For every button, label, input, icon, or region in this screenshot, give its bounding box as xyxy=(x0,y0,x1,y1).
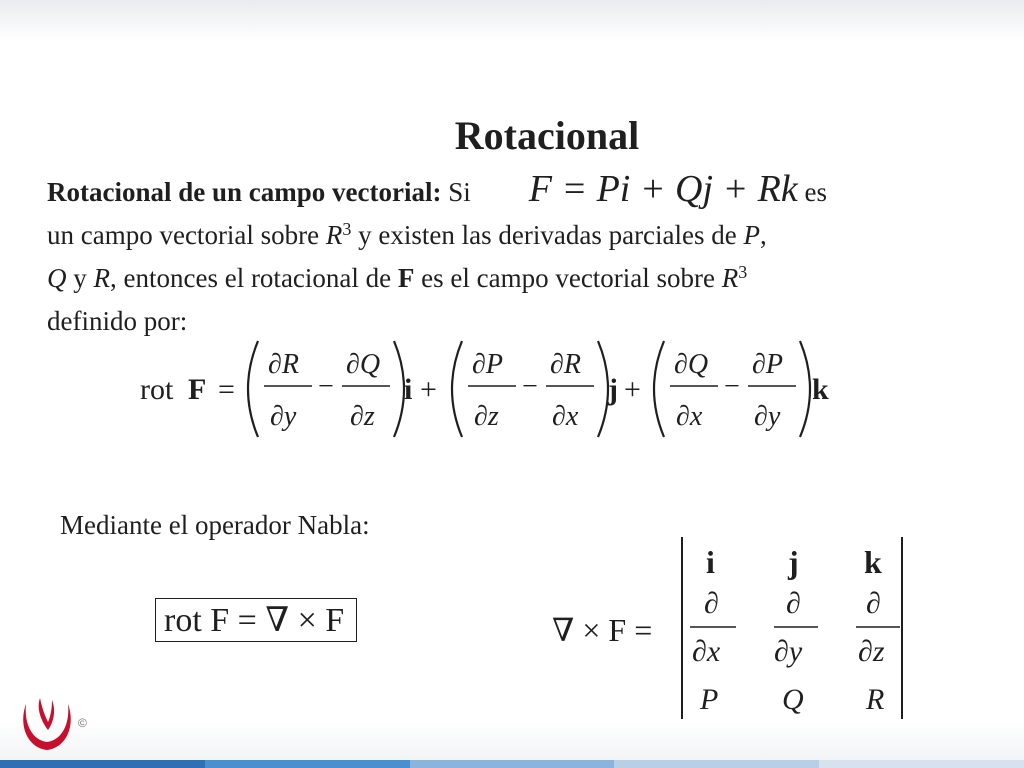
unit-k: k xyxy=(812,373,829,406)
num-2: ∂Q xyxy=(346,349,381,380)
bar-segment-2 xyxy=(205,760,410,768)
logo-flame xyxy=(39,698,54,730)
paren-right-3 xyxy=(800,341,810,437)
bottom-color-bar xyxy=(0,760,1024,768)
definition-line-4: definido por: xyxy=(47,306,188,336)
det-dz: ∂z xyxy=(858,635,885,668)
boxed-rot-formula: rot F = ∇ × F xyxy=(155,598,357,642)
det-R: R xyxy=(866,683,885,716)
den-6: ∂y xyxy=(754,401,781,432)
rot-formula xyxy=(140,333,840,445)
minus-1: − xyxy=(318,371,334,402)
definition-line-3: Q y R, entonces el rotacional de F es el campo vectorial sobre $R^3$ xyxy=(47,262,748,293)
si-word: Si xyxy=(441,177,471,207)
es-word: es xyxy=(797,177,827,207)
num-4: ∂R xyxy=(550,349,581,380)
minus-2: − xyxy=(522,371,538,402)
rot-F: F xyxy=(188,373,207,406)
paren-right-2 xyxy=(598,341,608,437)
num-6: ∂P xyxy=(752,349,783,380)
det-lhs: ∇ × F = xyxy=(552,612,653,648)
num-1: ∂R xyxy=(268,349,299,380)
plus-1: + xyxy=(420,373,437,406)
den-3: ∂z xyxy=(474,401,499,432)
rot-equals: = xyxy=(218,373,235,406)
det-k: k xyxy=(864,544,882,580)
num-3: ∂P xyxy=(472,349,503,380)
det-partial-3: ∂ xyxy=(866,587,881,620)
definition-heading: Rotacional de un campo vectorial: xyxy=(47,177,442,207)
nabla-determinant xyxy=(530,533,910,723)
bar-segment-4 xyxy=(614,760,819,768)
det-partial-1: ∂ xyxy=(704,587,719,620)
definition-line-2: un campo vectorial sobre $R^3$ y existen las derivadas parciales de P, xyxy=(47,219,767,250)
copyright-mark: © xyxy=(78,716,87,730)
den-4: ∂x xyxy=(552,401,579,432)
rot-text: rot xyxy=(140,373,174,406)
minus-3: − xyxy=(724,371,740,402)
den-2: ∂z xyxy=(350,401,375,432)
field-formula: F = Pi + Qj + Rk xyxy=(528,168,798,210)
plus-2: + xyxy=(624,373,641,406)
num-5: ∂Q xyxy=(674,349,709,380)
university-logo-icon xyxy=(18,690,76,756)
definition-paragraph xyxy=(47,168,982,343)
den-1: ∂y xyxy=(270,401,297,432)
bar-segment-5 xyxy=(819,760,1024,768)
det-dy: ∂y xyxy=(774,635,803,668)
det-j: j xyxy=(788,544,799,580)
bar-segment-3 xyxy=(410,760,615,768)
det-Q: Q xyxy=(782,683,804,716)
paren-left-2 xyxy=(452,341,462,437)
det-i: i xyxy=(706,544,715,580)
paren-right-1 xyxy=(394,341,404,437)
nabla-label: Mediante el operador Nabla: xyxy=(60,510,370,540)
unit-j: j xyxy=(608,373,618,406)
paren-left-1 xyxy=(248,341,258,437)
definition-line-1 xyxy=(47,168,982,214)
det-partial-2: ∂ xyxy=(786,587,801,620)
det-P: P xyxy=(700,683,719,716)
bar-segment-1 xyxy=(0,760,205,768)
unit-i: i xyxy=(404,373,413,406)
den-5: ∂x xyxy=(676,401,703,432)
det-dx: ∂x xyxy=(692,635,721,668)
paren-left-3 xyxy=(654,341,664,437)
slide-title: Rotacional xyxy=(454,113,640,158)
